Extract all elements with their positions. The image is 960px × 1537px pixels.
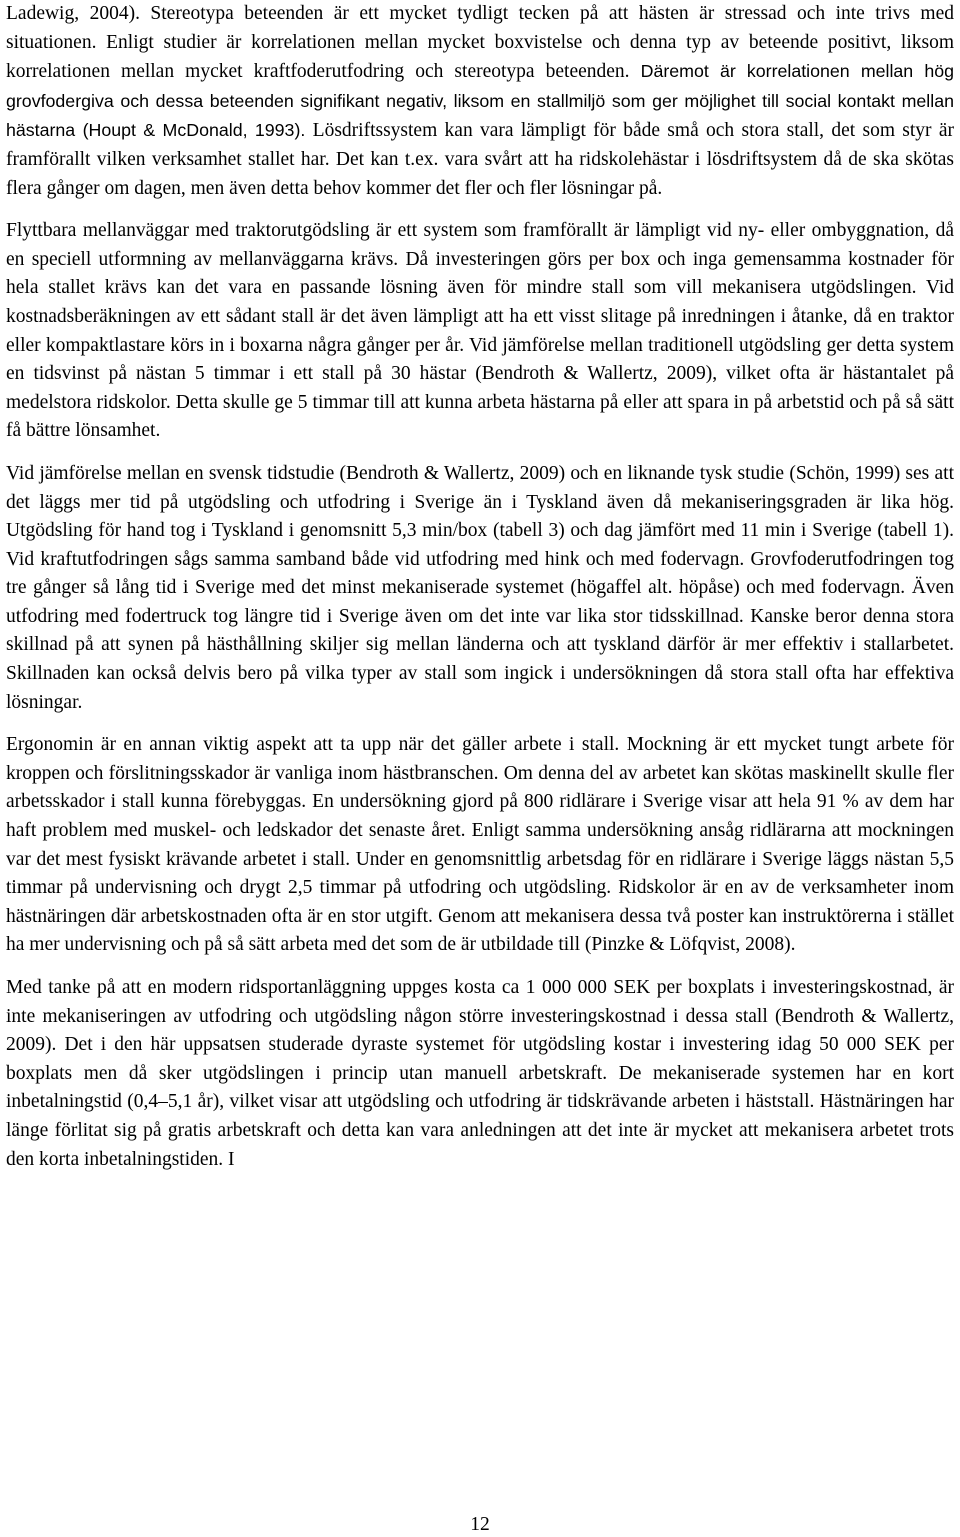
paragraph-4-text: Ergonomin är en annan viktig aspekt att ta upp när det gäller arbete i stall. Mockning är ett mycket tungt arbete för kroppen och förslitningsskador är vanliga inom hästbranschen. Om denna del av arbetet kan skötas maskinellt skulle fler arbetsskador i stall kunna förebyggas. En undersökning gjord på 800 ridlärare i Sverige visar att hela 91 % av dem har haft problem med muskel- och ledskador det senaste året. Enligt samma undersökning ansåg ridlärarna att mockningen var det mest fysiskt krävande arbetet i stall. Under en genomsnittlig arbetsdag för en ridlärare i Sverige läggs nästan 5,5 timmar på undervisning och drygt 2,5 timmar på utfodring och utgödsling. Ridskolor är en av de verksamheter inom hästnäringen där arbetskostnaden ofta är en stor utgift. Genom att mekanisera dessa två poster kan instruktörerna i stället ha mer undervisning och på så sätt arbeta med det som de är utbildade till (Pinzke & Löfqvist, 2008). [6,734,954,956]
paragraph-3-text: Vid jämförelse mellan en svensk tidstudie (Bendroth & Wallertz, 2009) och en liknande tysk studie (Schön, 1999) ses att det läggs mer tid på utgödsling och utfodring i Sverige än i Tyskland även då mekaniseringsgraden är lika hög. Utgödsling för hand tog i Tyskland i genomsnitt 5,3 min/box (tabell 3) och dag jämfört med 11 min i Sverige (tabell 1). Vid kraftutfodringen sågs samma samband både vid utfodring med hink och med fodervagn. Grovfoderutfodringen tog tre gånger så lång tid i Sverige med det minst mekaniserade systemet (högaffel alt. höpåse) och med fodervagn. Även utfodring med fodertruck tog längre tid i Sverige även om det inte var lika stor tidsskillnad. Kanske beror denna stora skillnad på att synen på hästhållning skiljer sig mellan länderna och att tyskland därför är mer effektiv i stallarbetet. Skillnaden kan också delvis bero på vilka typer av stall som ingick i undersökningen då stora stall ofta har effektiva lösningar. [6,462,954,713]
paragraph-5 [6,974,954,1174]
document-body [6,0,954,1174]
paragraph-4 [6,731,954,960]
paragraph-1-text-b: Däremot är korrelationen mellan hög grovfodergiva och dessa beteenden signifikant negativ, liksom en stallmiljö som ger möjlighet till social kontakt mellan hästarna (Houpt & McDonald, 1993). [6,61,954,141]
page-number: 12 [470,1514,490,1535]
paragraph-1-text-c: Lösdriftssystem kan vara lämpligt för både små och stora stall, det som styr är framförallt vilken verksamhet stallet har. Det kan t.ex. vara svårt att ha ridskolehästar i lösdriftsystem då de ska skötas flera gånger om dagen, men även detta behov kommer det fler och fler lösningar på. [6,120,954,199]
paragraph-1 [6,0,954,203]
paragraph-1-text-a: Ladewig, 2004). Stereotypa beteenden är ett mycket tydligt tecken på att hästen är stressad och inte trivs med situationen. Enligt studier är korrelationen mellan mycket boxvistelse och denna typ av beteende positivt, liksom korrelationen mellan mycket kraftfoderutfodring och stereotypa beteenden. [6,3,954,83]
paragraph-5-text: Med tanke på att en modern ridsportanläggning uppges kosta ca 1 000 000 SEK per boxplats i investeringskostnad, är inte mekaniseringen av utfodring och utgödsling någon större investeringskostnad i dessa stall (Bendroth & Wallertz, 2009). Det i den här uppsatsen studerade dyraste systemet för utgödsling kostar i investering idag 50 000 SEK per boxplats men då sker utgödslingen i princip utan manuell arbetskraft. De mekaniserade systemen har en kort inbetalningstid (0,4–5,1 år), vilket visar att utgödsling och utfodring är tidskrävande arbeten i häststall. Hästnäringen har länge förlitat sig på gratis arbetskraft och detta kan vara anledningen att det inte är mycket att mekanisera arbetet trots den korta inbetalningstiden. I [6,977,954,1170]
paragraph-2-text: Flyttbara mellanväggar med traktorutgödsling är ett system som framförallt är lämpligt vid ny- eller ombyggnation, då en speciell utformning av mellanväggarna krävs. Då investeringen görs per box och inga gemensamma kostnader för hela stallet krävs kan det vara en passande lösning även för mindre stall som vill mekanisera utgödslingen. Vid kostnadsberäkningen av ett sådant stall är det även lämpligt att ha ett visst slitage på inredningen i åtanke, då en traktor eller kompaktlastare körs in i boxarna några gånger per år. Vid jämförelse mellan traditionell utgödsling ger detta system en tidsvinst på nästan 5 timmar i ett stall på 30 hästar (Bendroth & Wallertz, 2009), vilket ofta är hästantalet på medelstora ridskolor. Detta skulle ge 5 timmar till att kunna arbeta hästarna på eller att spara in på arbetstid och på så sätt få bättre lönsamhet. [6,220,954,442]
paragraph-2 [6,217,954,446]
paragraph-3 [6,460,954,717]
